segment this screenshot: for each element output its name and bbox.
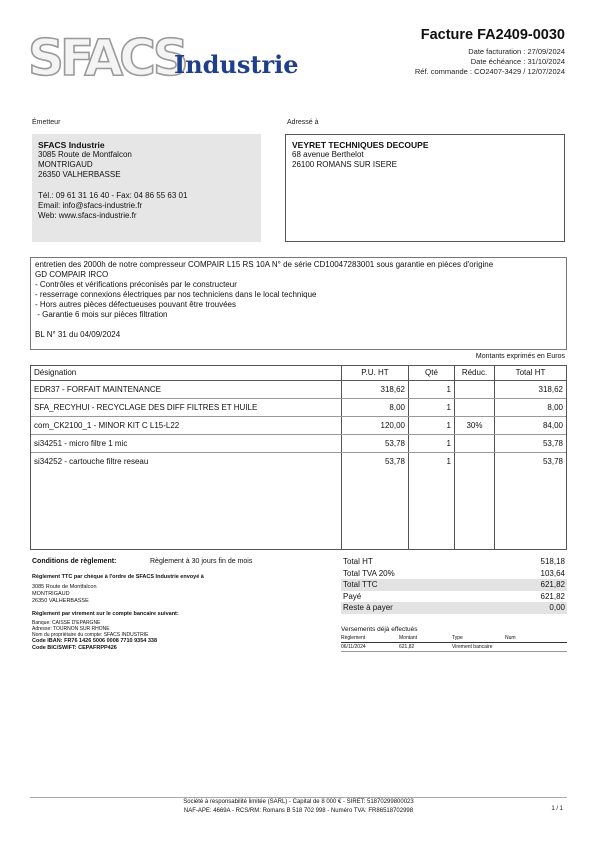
- invoice-meta: [415, 47, 565, 77]
- cell-unit-price: 120,00: [341, 417, 408, 434]
- sender-address-line: MONTRIGAUD: [38, 160, 93, 169]
- table-row: [31, 399, 566, 417]
- bank-address: Adresse: TOURNON SUR RHONE: [32, 626, 110, 632]
- cheque-address-line: MONTRIGAUD: [32, 591, 70, 597]
- table-row: [31, 381, 566, 399]
- recipient-box: [285, 134, 565, 242]
- payments-header: [341, 635, 567, 643]
- description-line: GD COMPAIR IRCO: [35, 270, 109, 279]
- payment-terms: [32, 557, 322, 652]
- total-value: 103,64: [540, 568, 565, 578]
- payments-title: Versements déjà effectués: [341, 626, 418, 633]
- items-rows: [31, 381, 566, 470]
- total-row: [341, 568, 567, 580]
- cell-quantity: 1: [408, 381, 454, 398]
- header-unit-price: P.U. HT: [341, 366, 408, 380]
- cell-unit-price: 318,62: [341, 381, 408, 398]
- cell-designation: si34251 - micro filtre 1 mic: [34, 439, 128, 448]
- payment-date: 06/11/2024: [341, 644, 366, 650]
- invoice-due-date: Date échéance : 31/10/2024: [470, 57, 565, 66]
- cell-discount: [454, 381, 494, 398]
- sender-address-line: 26350 VALHERBASSE: [38, 170, 121, 179]
- table-row: [31, 417, 566, 435]
- invoice-title: Facture FA2409-0030: [420, 27, 565, 43]
- total-value: 0,00: [549, 603, 565, 613]
- cheque-address-line: 3085 Route de Montfalcon: [32, 584, 97, 590]
- payments-header-date: Règlement: [341, 635, 366, 641]
- total-row: [341, 579, 567, 591]
- description-line: - Contrôles et vérifications préconisés par le constructeur: [35, 280, 237, 289]
- description-line: BL N° 31 du 04/09/2024: [35, 330, 121, 339]
- total-row: [341, 591, 567, 603]
- sender-name: SFACS Industrie: [38, 140, 105, 150]
- description-line: entretien des 2000h de notre compresseur COMPAIR L15 RS 10A N° de série CD10047283001 sous garantie en pièces d'origine: [35, 260, 494, 269]
- page-number: 1 / 1: [551, 806, 563, 812]
- logo-industrie-text: Industrie: [174, 50, 299, 79]
- description-line: - resserrage connexions électriques par nos techniciens dans le local technique: [35, 290, 317, 299]
- table-row: [31, 435, 566, 453]
- conditions-value: Règlement à 30 jours fin de mois: [150, 558, 253, 565]
- footer-legal-line: NAF-APE: 4669A - RCS/RM: Romans B 518 702 998 - Numéro TVA: FR86518702998: [183, 807, 414, 814]
- totals-box: [341, 556, 567, 614]
- payments-row: [341, 643, 567, 652]
- items-table-header: [31, 366, 566, 381]
- payment-type: Virement bancaire: [452, 644, 493, 650]
- company-logo: [28, 29, 299, 87]
- cell-discount: [454, 453, 494, 470]
- cell-total: 53,78: [494, 435, 566, 452]
- cell-designation: EDR37 - FORFAIT MAINTENANCE: [34, 385, 161, 394]
- bic: Code BIC/SWIFT: CEPAFRPP426: [32, 645, 117, 651]
- description-box: [30, 257, 567, 350]
- sender-box: [32, 134, 261, 242]
- total-value: 621,82: [540, 591, 565, 601]
- sender-label: Émetteur: [32, 119, 61, 126]
- total-value: 621,82: [540, 580, 565, 590]
- transfer-title: Règlement par virement sur le compte bancaire suivant:: [32, 611, 179, 617]
- cell-designation: si34252 - cartouche filtre reseau: [34, 457, 149, 466]
- total-label: Reste à payer: [343, 603, 393, 613]
- logo-sfacs-text: SFACS: [28, 29, 185, 87]
- description-line: - Hors autres pièces défectueuses pouvant être trouvées: [35, 300, 236, 309]
- cell-quantity: 1: [408, 435, 454, 452]
- header-designation: Désignation: [34, 368, 77, 377]
- total-label: Payé: [343, 591, 362, 601]
- cell-discount: [454, 399, 494, 416]
- payment-num: [505, 643, 567, 651]
- total-label: Total HT: [343, 557, 373, 566]
- items-table: [30, 365, 567, 550]
- invoice-order-ref: Réf. commande : CO2407-3429 / 12/07/2024: [414, 67, 565, 76]
- footer: [30, 797, 567, 815]
- payments-header-num: Num: [505, 635, 516, 641]
- header-total: Total HT: [494, 366, 566, 380]
- recipient-label: Adressé à: [287, 119, 319, 126]
- recipient-name: VEYRET TECHNIQUES DECOUPE: [292, 140, 429, 150]
- payments-header-amount: Montant: [399, 635, 418, 641]
- footer-legal-line: Société à responsabilité limitée (SARL) - Capital de 8 000 € - SIRET: 51870299800023: [183, 799, 414, 805]
- currency-note: Montants exprimés en Euros: [475, 353, 565, 360]
- description-line: [35, 320, 562, 330]
- cell-designation: com_CK2100_1 - MINOR KIT C L15-L22: [34, 421, 180, 430]
- table-row: [31, 453, 566, 470]
- cell-total: 84,00: [494, 417, 566, 434]
- sender-address-line: 3085 Route de Montfalcon: [38, 150, 132, 159]
- cheque-title: Règlement TTC par chèque à l'ordre de SFACS Industrie envoyé à: [32, 574, 204, 580]
- cell-discount: [454, 435, 494, 452]
- sender-phone: Tél.: 09 61 31 16 40 - Fax: 04 86 55 63 01: [38, 191, 188, 200]
- cell-unit-price: 53,78: [341, 435, 408, 452]
- cell-total: 8,00: [494, 399, 566, 416]
- cell-quantity: 1: [408, 417, 454, 434]
- cell-unit-price: 8,00: [341, 399, 408, 416]
- sender-email[interactable]: Email: info@sfacs-industrie.fr: [38, 201, 143, 210]
- recipient-address-line: 68 avenue Berthelot: [292, 150, 364, 159]
- payment-amount: 621,82: [399, 644, 415, 650]
- cell-designation: SFA_RECYHUI - RECYCLAGE DES DIFF FILTRES ET HUILE: [34, 403, 258, 412]
- cell-discount: 30%: [454, 417, 494, 434]
- total-label: Total TTC: [343, 580, 378, 590]
- total-row: [341, 602, 567, 614]
- sender-web[interactable]: Web: www.sfacs-industrie.fr: [38, 211, 137, 220]
- iban: Code IBAN: FR76 1426 5006 0008 7710 9354 338: [32, 638, 158, 644]
- account-owner: Nom du propriétaire du compte: SFACS INDUSTRIE: [32, 632, 149, 638]
- recipient-address-line: 26100 ROMANS SUR ISERE: [292, 160, 397, 169]
- cell-total: 53,78: [494, 453, 566, 470]
- bank-name: Banque: CAISSE D'EPARGNE: [32, 620, 101, 626]
- cell-total: 318,62: [494, 381, 566, 398]
- total-row: [341, 556, 567, 568]
- cheque-address-line: 26350 VALHERBASSE: [32, 598, 89, 604]
- payments-table: [341, 635, 567, 652]
- payments-header-type: Type: [452, 635, 463, 641]
- cell-quantity: 1: [408, 453, 454, 470]
- cell-quantity: 1: [408, 399, 454, 416]
- conditions-label: Conditions de règlement:: [32, 558, 117, 565]
- header-discount: Réduc.: [454, 366, 494, 380]
- header-quantity: Qté: [408, 366, 454, 380]
- total-label: Total TVA 20%: [343, 568, 395, 578]
- total-value: 518,18: [540, 557, 565, 566]
- invoice-date: Date facturation : 27/09/2024: [468, 47, 565, 56]
- description-line: - Garantie 6 mois sur pièces filtration: [35, 310, 168, 319]
- cell-unit-price: 53,78: [341, 453, 408, 470]
